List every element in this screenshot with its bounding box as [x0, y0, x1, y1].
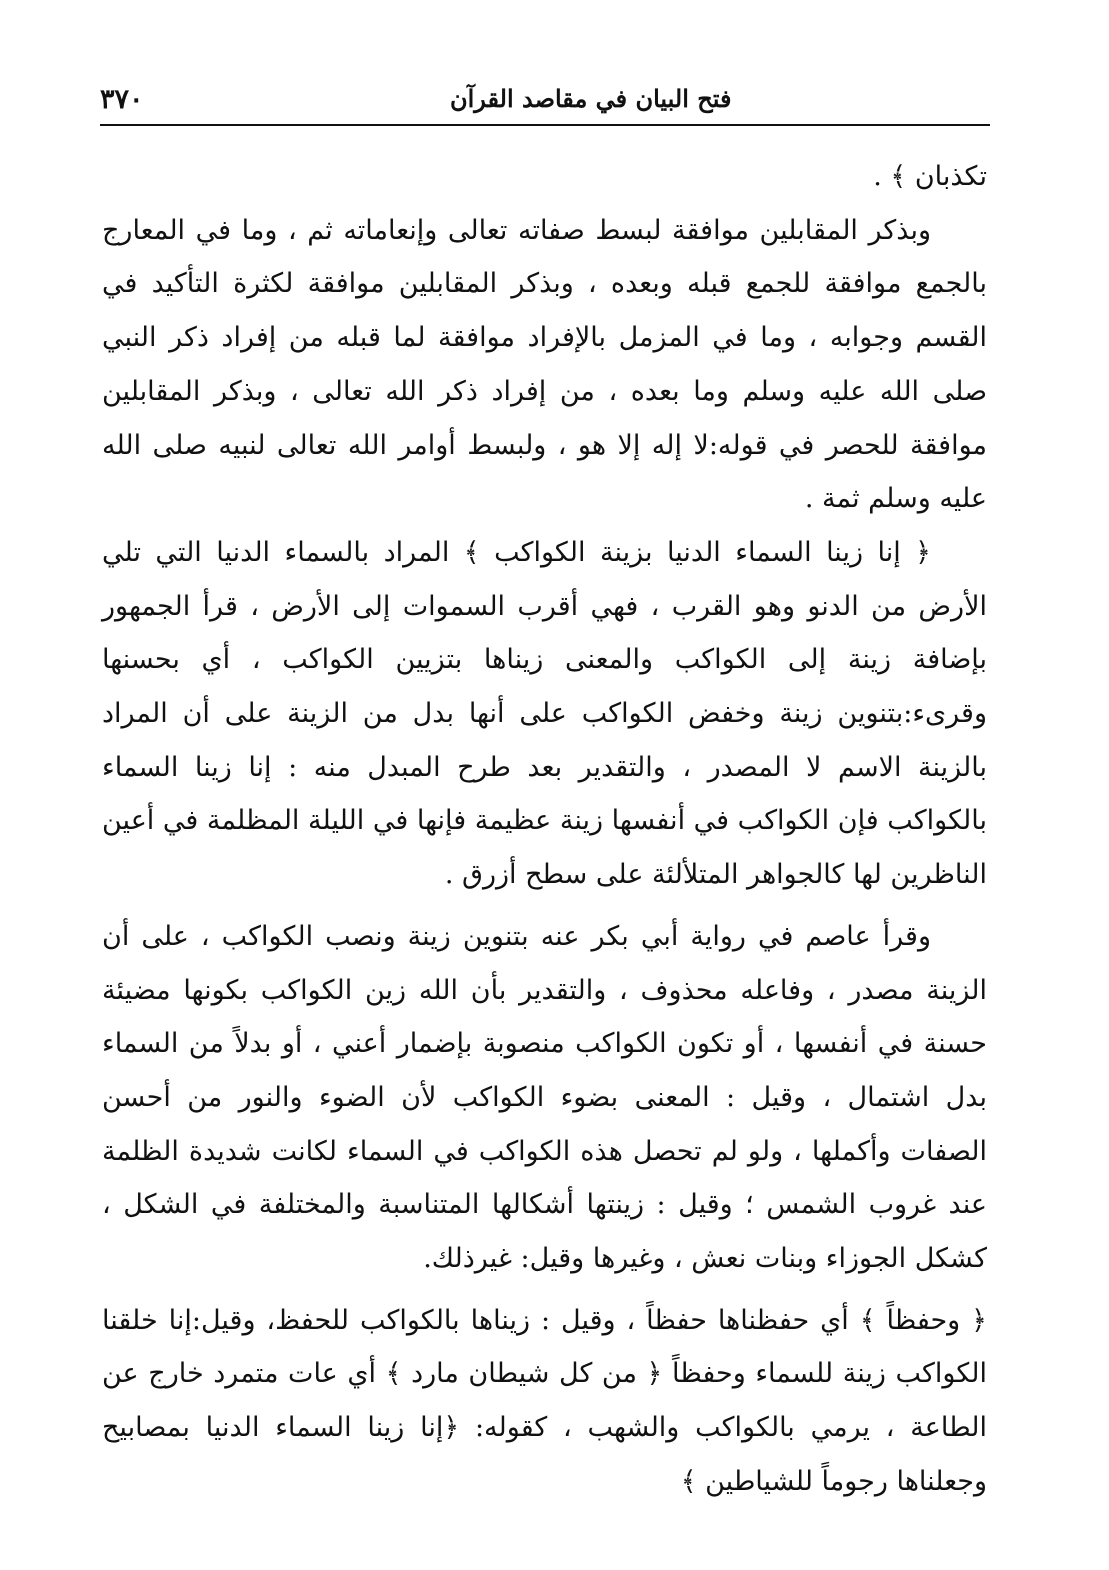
running-title: فتح البيان في مقاصد القرآن — [450, 84, 732, 113]
body-text — [102, 150, 987, 1509]
page-number: ٣٧٠ — [100, 84, 144, 115]
paragraph: وقرأ عاصم في رواية أبي بكر عنه بتنوين زينة ونصب الكواكب ، على أن الزينة مصدر ، وفاعله محذوف ، والتقدير بأن الله زين الكواكب بكونها مضيئة حسنة في أنفسها ، أو تكون الكواكب منصوبة بإضمار أعني ، أو بدلاً من السماء بدل اشتمال ، وقيل : المعنى بضوء الكواكب لأن الضوء والنور من أحسن الصفات وأكملها ، ولو لم تحصل هذه الكواكب في السماء لكانت شديدة الظلمة عند غروب الشمس ؛ وقيل : زينتها أشكالها المتناسبة والمختلفة في الشكل ، كشكل الجوزاء وبنات نعش ، وغيرها وقيل: غيرذلك. — [102, 920, 987, 1275]
paragraph: ﴿ إنا زينا السماء الدنيا بزينة الكواكب ﴾ المراد بالسماء الدنيا التي تلي الأرض من الدنو وهو القرب ، فهي أقرب السموات إلى الأرض ، قرأ الجمهور بإضافة زينة إلى الكواكب والمعنى زيناها بتزيين الكواكب ، أي بحسنها وقرىء:بتنوين زينة وخفض الكواكب على أنها بدل من الزينة على أن المراد بالزينة الاسم لا المصدر ، والتقدير بعد طرح المبدل منه : إنا زينا السماء بالكواكب فإن الكواكب في أنفسها زينة عظيمة فإنها في الليلة المظلمة في أعين الناظرين لها كالجواهر المتلألئة على سطح أزرق . — [102, 536, 987, 891]
paragraph: وبذكر المقابلين موافقة لبسط صفاته تعالى وإنعاماته ثم ، وما في المعارج بالجمع موافقة للجمع قبله وبعده ، وبذكر المقابلين موافقة لكثرة التأكيد في القسم وجوابه ، وما في المزمل بالإفراد موافقة لما قبله من إفراد ذكر النبي صلى الله عليه وسلم وما بعده ، من إفراد ذكر الله تعالى ، وبذكر المقابلين موافقة للحصر في قوله:لا إله إلا هو ، ولبسط أوامر الله تعالى لنبيه صلى الله عليه وسلم ثمة . — [102, 214, 987, 515]
paragraph: ﴿ وحفظاً ﴾ أي حفظناها حفظاً ، وقيل : زيناها بالكواكب للحفظ، وقيل:إنا خلقنا الكواكب زينة للسماء وحفظاً ﴿ من كل شيطان مارد ﴾ أي عات متمرد خارج عن الطاعة ، يرمي بالكواكب والشهب ، كقوله: ﴿إنا زينا السماء الدنيا بمصابيح وجعلناها رجوماً للشياطين ﴾ — [102, 1304, 987, 1497]
paragraph-continuation: تكذبان ﴾ . — [873, 161, 987, 192]
page-header — [100, 80, 990, 124]
header-divider — [100, 124, 990, 126]
